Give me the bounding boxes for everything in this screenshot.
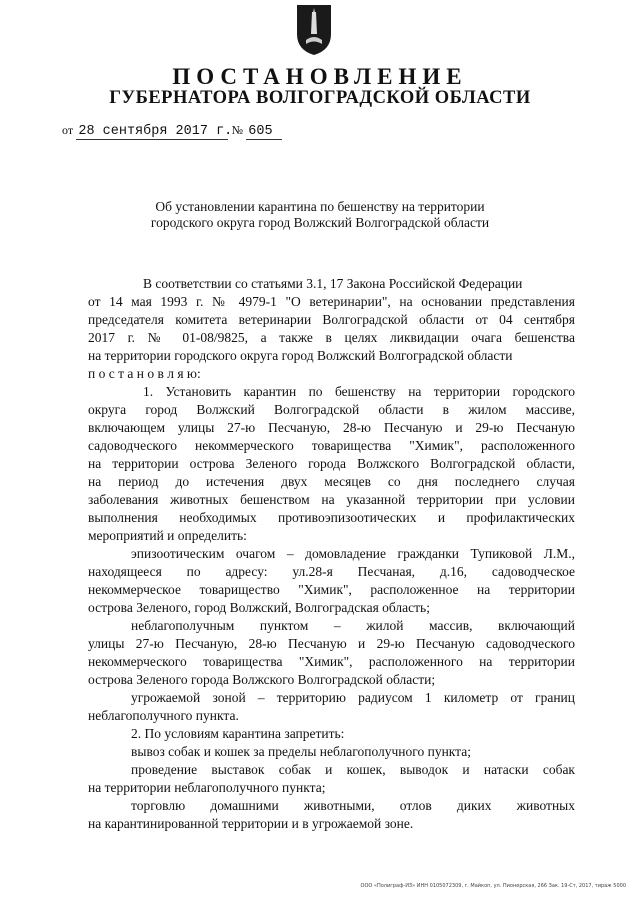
body-line: п о с т а н о в л я ю:	[88, 366, 201, 381]
body-line: на период до истечения двух месяцев со дня последнего случая	[88, 474, 575, 489]
body-line: некоммерческое товарищество "Химик", расположенное на территории	[88, 582, 575, 597]
body-line: эпизоотическим очагом – домовладение гражданки Тупиковой Л.М.,	[131, 546, 575, 561]
document-date: 28 сентября 2017 г.	[78, 124, 233, 139]
body-line: на территории городского округа город Волжский Волгоградской области	[88, 348, 513, 363]
body-line: В соответствии со статьями 3.1, 17 Закона Российской Федерации	[143, 276, 523, 291]
body-line: острова Зеленого, город Волжский, Волгоградская область;	[88, 600, 430, 615]
subject-line: Об установлении карантина по бешенству на территории	[155, 199, 485, 214]
body-line: 2. По условиям карантина запретить:	[131, 726, 345, 741]
document-subtitle: ГУБЕРНАТОРА ВОЛГОГРАДСКОЙ ОБЛАСТИ	[109, 88, 531, 108]
body-line: от 14 мая 1993 г. № 4979-1 "О ветеринарии", на основании представления	[88, 294, 575, 309]
document-title: ПОСТАНОВЛЕНИЕ	[172, 64, 468, 89]
body-line: мероприятий и определить:	[88, 528, 247, 543]
body-line: неблагополучным пунктом – жилой массив, включающий	[131, 618, 575, 633]
body-line: округа город Волжский Волгоградской области в жилом массиве,	[88, 402, 575, 417]
body-line: заболевания животных бешенством на указанной территории при условии	[88, 492, 575, 507]
body-line: на карантинированной территории и в угрожаемой зоне.	[88, 816, 414, 831]
number-label: №	[231, 123, 244, 137]
document-number: 605	[246, 124, 282, 140]
body-line: улицы 27-ю Песчаную, 28-ю Песчаную и 29-ю Песчаную садоводческого	[88, 636, 575, 651]
body-line: председателя комитета ветеринарии Волгоградской области от 04 сентября	[88, 312, 575, 327]
body-line: 1. Установить карантин по бешенству на территории городского	[143, 384, 575, 399]
body-line: 2017 г. № 01-08/9825, а также в целях ликвидации очага бешенства	[88, 330, 575, 345]
body-line: торговлю домашними животными, отлов диких животных	[131, 798, 575, 813]
body-line: на территории острова Зеленого города Волжского Волгоградской области,	[88, 456, 575, 471]
body-line: включающем улицы 27-ю Песчаную, 28-ю Песчаную и 29-ю Песчаную	[88, 420, 575, 435]
body-line: садоводческого некоммерческого товарищества "Химик", расположенного	[88, 438, 575, 453]
body-line: острова Зеленого города Волжского Волгоградской области;	[88, 672, 436, 687]
body-line: находящееся по адресу: ул.28-я Песчаная, д.16, садоводческое	[88, 564, 575, 579]
body-line: проведение выставок собак и кошек, выводок и натаски собак	[131, 762, 575, 777]
body-line: выполнения необходимых противоэпизоотических и профилактических	[88, 510, 575, 525]
body-line: вывоз собак и кошек за пределы неблагополучного пункта;	[131, 744, 471, 759]
subject-line: городского округа город Волжский Волгоградской области	[150, 215, 490, 230]
body-line: неблагополучного пункта.	[88, 708, 239, 723]
body-line: угрожаемой зоной – территорию радиусом 1 километр от границ	[131, 690, 575, 705]
body-line: на территории неблагополучного пункта;	[88, 780, 326, 795]
from-label: от	[62, 123, 74, 137]
print-footer: ООО «Полиграф-ИЗ» ИНН 0105072309, г. Майкоп, ул. Пионерская, 266 Зак. 19-Ст, 2017, тираж 5000	[360, 883, 626, 889]
body-line: некоммерческого товарищества "Химик", расположенного на территории	[88, 654, 575, 669]
